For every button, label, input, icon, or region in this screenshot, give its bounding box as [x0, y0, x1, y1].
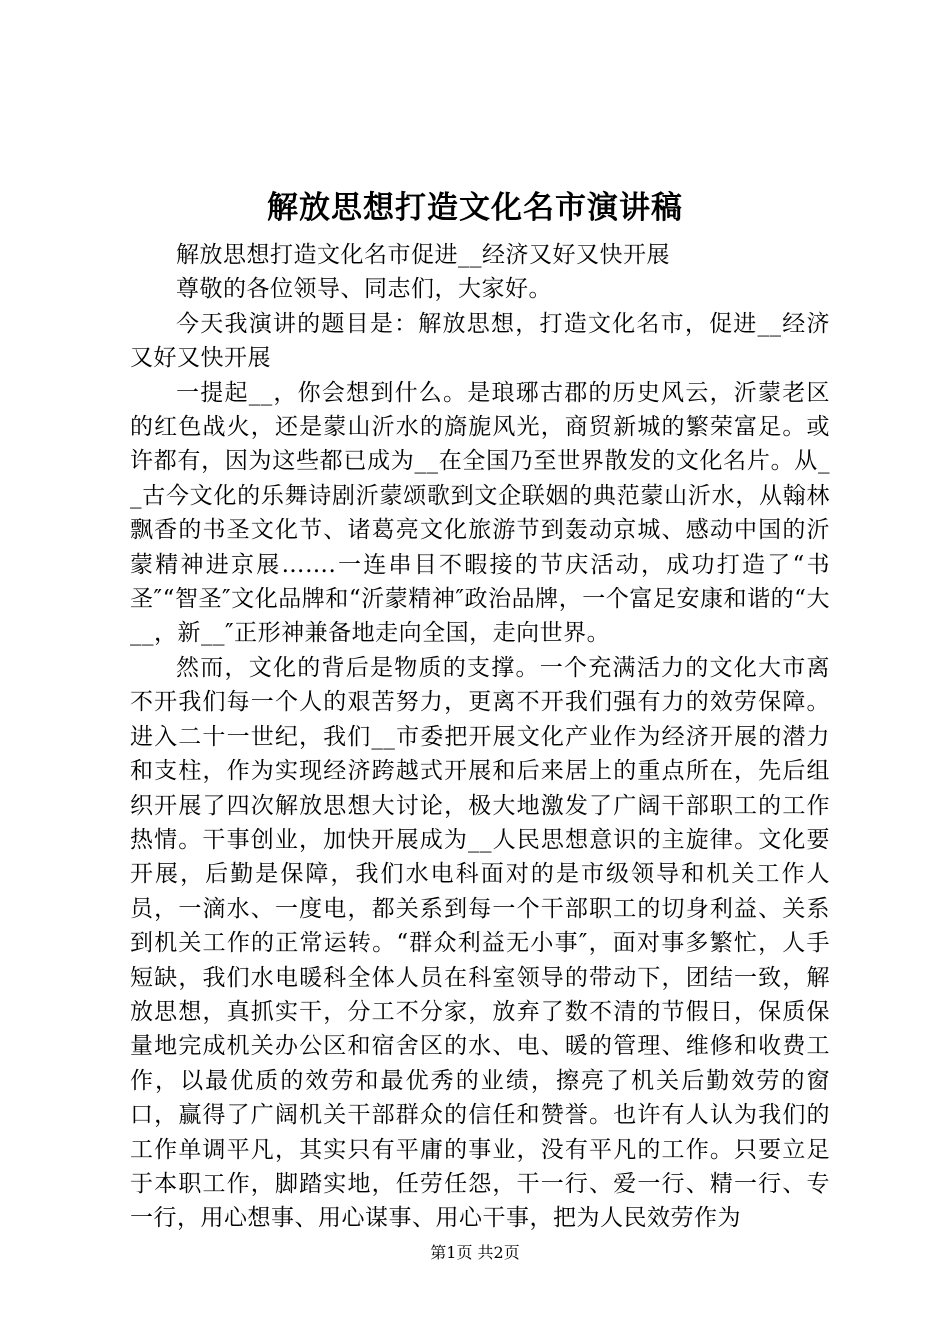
document-title: 解放思想打造文化名市演讲稿: [267, 190, 683, 226]
document-body: [130, 238, 830, 1236]
subtitle-paragraph: 解放思想打造文化名市促进__经济又好又快开展: [176, 242, 670, 268]
page-number: 第1页 共2页: [430, 1243, 520, 1262]
greeting-paragraph: 尊敬的各位领导、同志们，大家好。: [176, 276, 552, 303]
body-paragraph: 然而，文化的背后是物质的支撑。一个充满活力的文化大市离不开我们每一个人的艰苦努力，更离不开我们强有力的效劳保障。进入二十一世纪，我们__市委把开展文化产业作为经济开展的潜力和支柱，作为实现经济跨越式开展和后来居上的重点所在，先后组织开展了四次解放思想大讨论，极大地激发了广阔干部职工的工作热情。干事创业，加快开展成为__人民思想意识的主旋律。文化要开展，后勤是保障，我们水电科面对的是市级领导和机关工作人员，一滴水、一度电，都关系到每一个干部职工的切身利益、关系到机关工作的正常运转。“群众利益无小事″，面对事多繁忙，人手短缺，我们水电暖科全体人员在科室领导的带动下，团结一致，解放思想，真抓实干，分工不分家，放弃了数不清的节假日，保质保量地完成机关办公区和宿舍区的水、电、暖的管理、维修和收费工作，以最优质的效劳和最优秀的业绩，擦亮了机关后勤效劳的窗口，赢得了广阔机关干部群众的信任和赞誉。也许有人认为我们的工作单调平凡，其实只有平庸的事业，没有平凡的工作。只要立足于本职工作，脚踏实地，任劳任怨，干一行、爱一行、精一行、专一行，用心想事、用心谋事、用心干事，把为人民效劳作为: [130, 654, 830, 1232]
topic-paragraph: 今天我演讲的题目是：解放思想，打造文化名市，促进__经济又好又快开展: [130, 310, 830, 372]
body-paragraph: 一提起__，你会想到什么。是琅琊古郡的历史风云，沂蒙老区的红色战火，还是蒙山沂水的旖旎风光，商贸新城的繁荣富足。或许都有，因为这些都已成为__在全国乃至世界散发的文化名片。从__古今文化的乐舞诗剧沂蒙颂歌到文企联姻的典范蒙山沂水，从翰林飘香的书圣文化节、诸葛亮文化旅游节到轰动京城、感动中国的沂蒙精神进京展…….一连串目不暇接的节庆活动，成功打造了“书圣″“智圣″文化品牌和“沂蒙精神″政治品牌，一个富足安康和谐的“大__，新__″正形神兼备地走向全国，走向世界。: [130, 379, 830, 647]
